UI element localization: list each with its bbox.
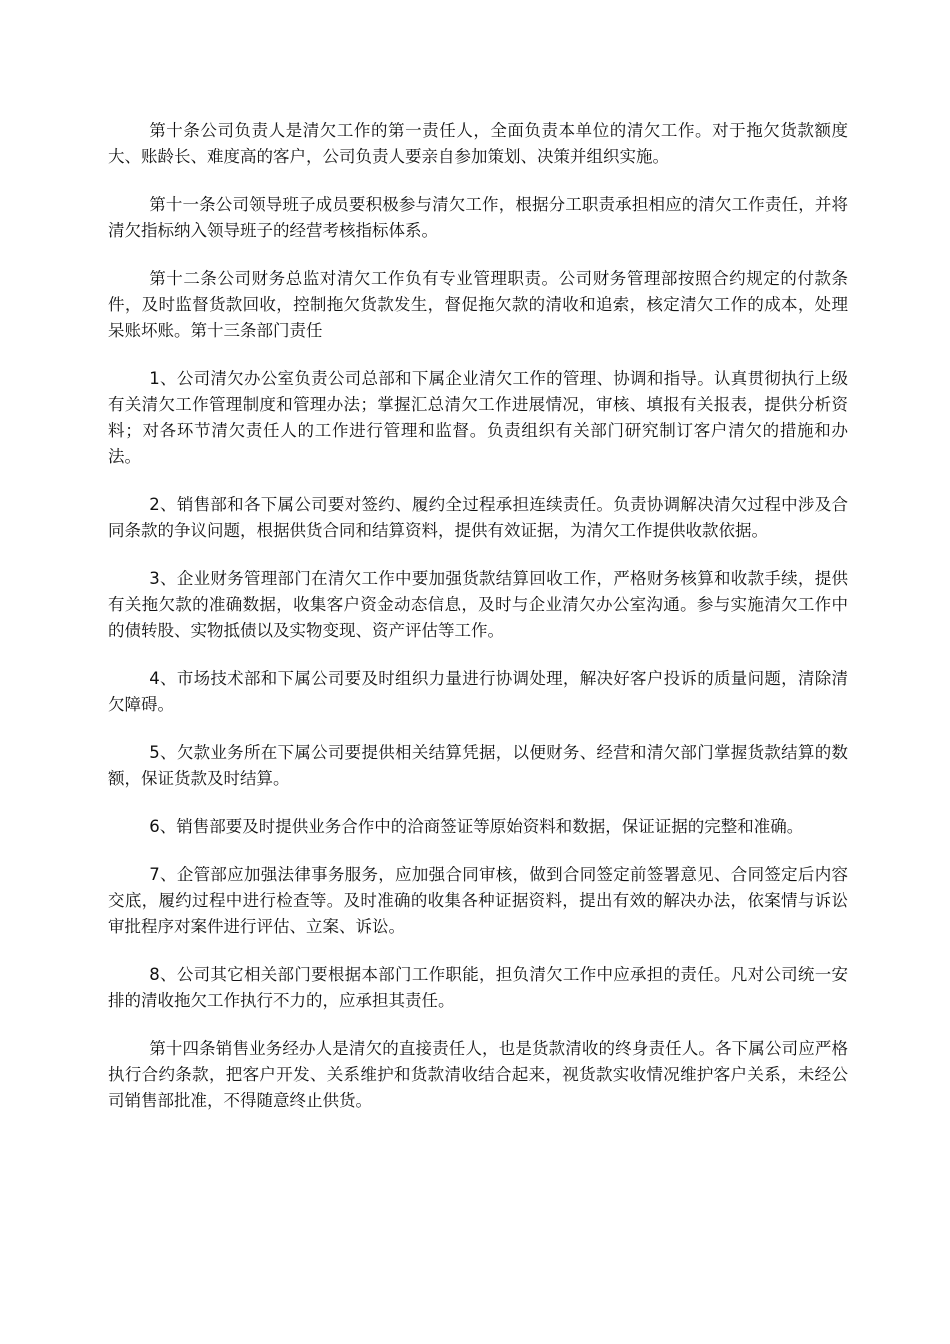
dept-duty-2-paragraph: 2、销售部和各下属公司要对签约、履约全过程承担连续责任。负责协调解决清欠过程中涉及合同条款的争议问题，根据供货合同和结算资料，提供有效证据，为清欠工作提供收款依据。 bbox=[108, 495, 848, 540]
dept-duty-5-paragraph: 5、欠款业务所在下属公司要提供相关结算凭据，以便财务、经营和清欠部门掌握货款结算的数额，保证货款及时结算。 bbox=[108, 743, 848, 788]
dept-duty-3-paragraph: 3、企业财务管理部门在清欠工作中要加强货款结算回收工作，严格财务核算和收款手续，提供有关拖欠款的准确数据，收集客户资金动态信息，及时与企业清欠办公室沟通。参与实施清欠工作中的债转股、实物抵债以及实物变现、资产评估等工作。 bbox=[108, 569, 848, 640]
dept-duty-6-paragraph: 6、销售部要及时提供业务合作中的洽商签证等原始资料和数据，保证证据的完整和准确。 bbox=[149, 817, 804, 836]
document-body bbox=[108, 118, 848, 1136]
dept-duty-1-paragraph: 1、公司清欠办公室负责公司总部和下属企业清欠工作的管理、协调和指导。认真贯彻执行上级有关清欠工作管理制度和管理办法；掌握汇总清欠工作进展情况，审核、填报有关报表，提供分析资料；对各环节清欠责任人的工作进行管理和监督。负责组织有关部门研究制订客户清欠的措施和办法。 bbox=[108, 369, 848, 466]
article-10-paragraph: 第十条公司负责人是清欠工作的第一责任人，全面负责本单位的清欠工作。对于拖欠货款额度大、账龄长、难度高的客户，公司负责人要亲自参加策划、决策并组织实施。 bbox=[108, 121, 848, 166]
dept-duty-4-paragraph: 4、市场技术部和下属公司要及时组织力量进行协调处理，解决好客户投诉的质量问题，清除清欠障碍。 bbox=[108, 669, 848, 714]
dept-duty-8-paragraph: 8、公司其它相关部门要根据本部门工作职能，担负清欠工作中应承担的责任。凡对公司统一安排的清收拖欠工作执行不力的，应承担其责任。 bbox=[108, 965, 848, 1010]
dept-duty-7-paragraph: 7、企管部应加强法律事务服务，应加强合同审核，做到合同签定前签署意见、合同签定后内容交底，履约过程中进行检查等。及时准确的收集各种证据资料，提出有效的解决办法，依案情与诉讼审批程序对案件进行评估、立案、诉讼。 bbox=[108, 865, 848, 936]
article-12-paragraph: 第十二条公司财务总监对清欠工作负有专业管理职责。公司财务管理部按照合约规定的付款条件，及时监督货款回收，控制拖欠货款发生，督促拖欠款的清收和追索，核定清欠工作的成本，处理呆账坏账。第十三条部门责任 bbox=[108, 269, 848, 340]
article-14-paragraph: 第十四条销售业务经办人是清欠的直接责任人，也是货款清收的终身责任人。各下属公司应严格执行合约条款，把客户开发、关系维护和货款清收结合起来，视货款实收情况维护客户关系，未经公司销售部批准，不得随意终止供货。 bbox=[108, 1039, 848, 1110]
article-11-paragraph: 第十一条公司领导班子成员要积极参与清欠工作，根据分工职责承担相应的清欠工作责任，并将清欠指标纳入领导班子的经营考核指标体系。 bbox=[108, 195, 848, 240]
